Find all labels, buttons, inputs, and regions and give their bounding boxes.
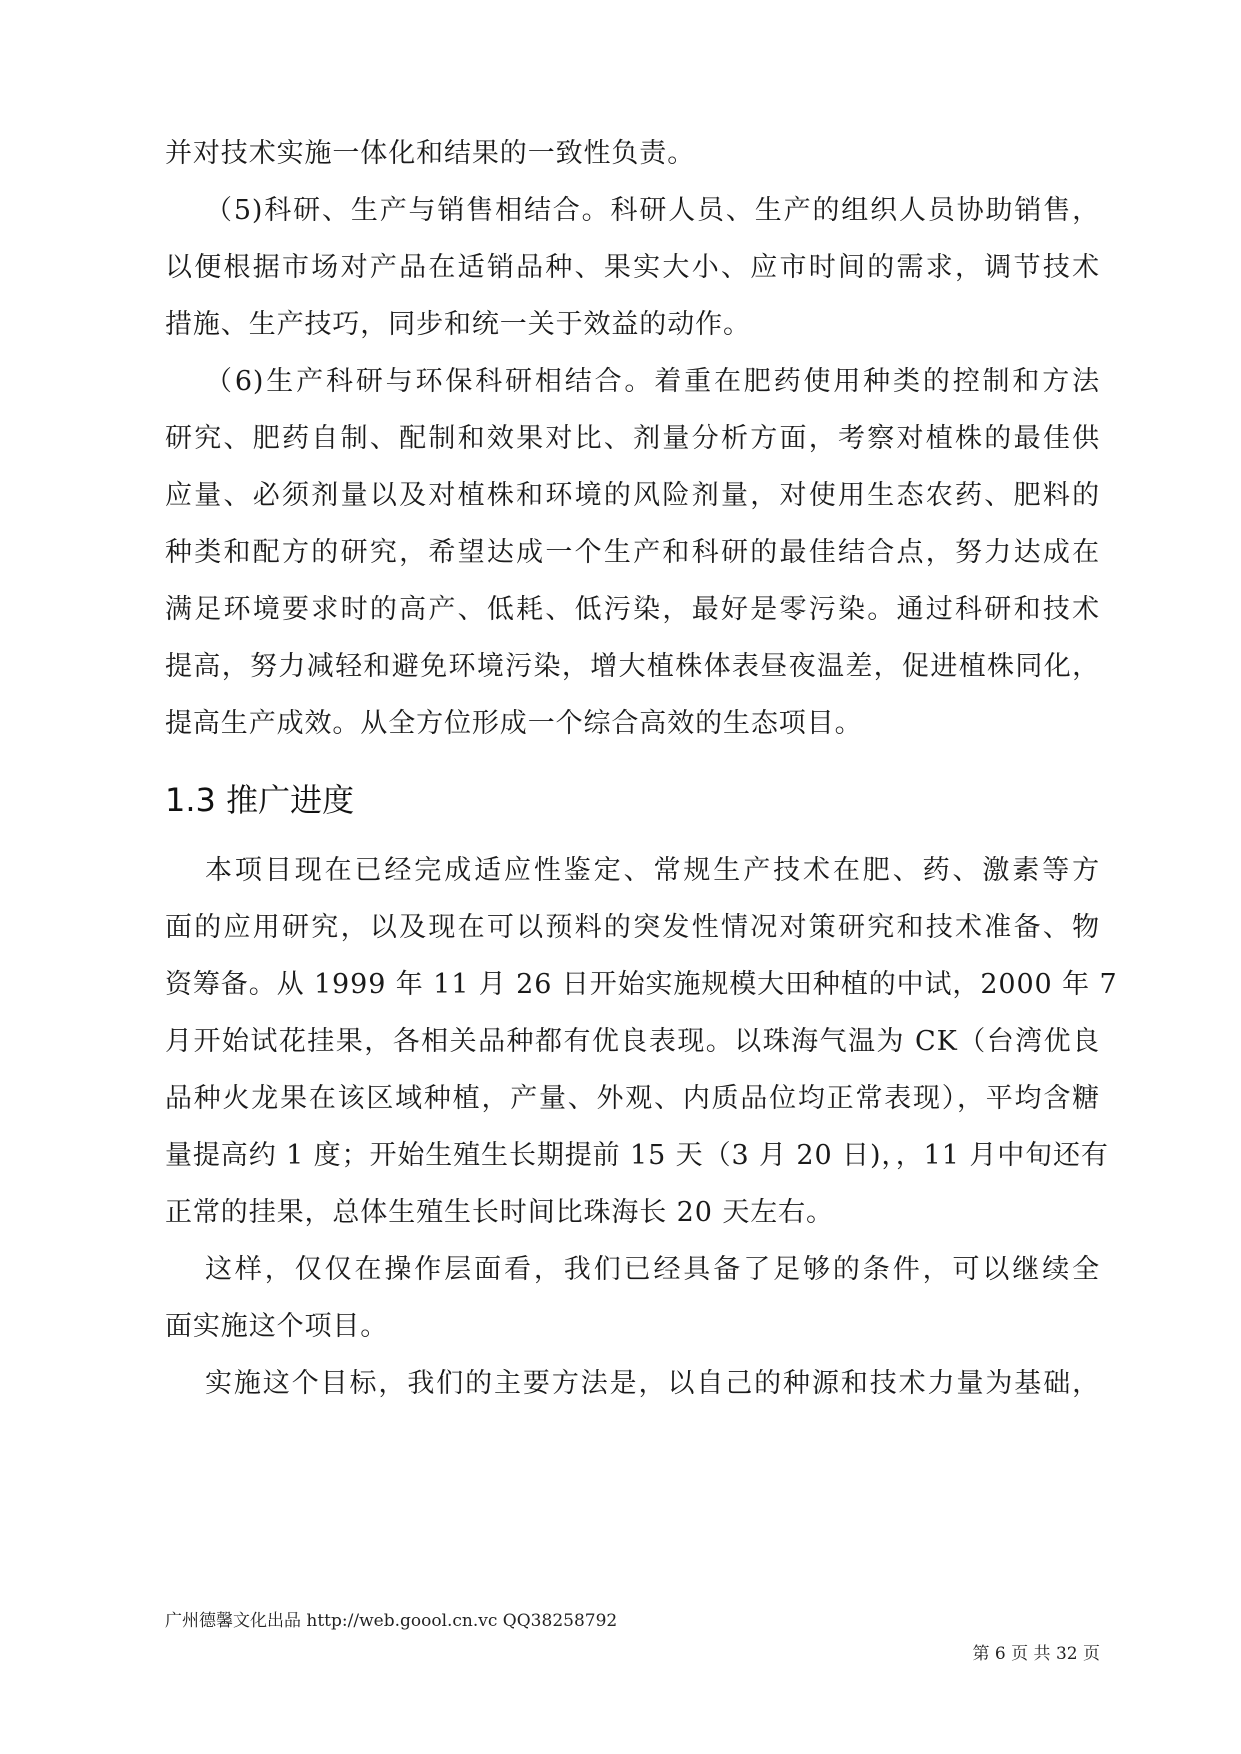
- paragraph-line: （5)科研、生产与销售相结合。科研人员、生产的组织人员协助销售，: [205, 195, 1100, 226]
- paragraph-line: 并对技术实施一体化和结果的一致性负责。: [165, 138, 696, 169]
- paragraph-line: 研究、肥药自制、配制和效果对比、剂量分析方面，考察对植株的最佳供: [165, 423, 1100, 454]
- paragraph-line: （6)生产科研与环保科研相结合。着重在肥药使用种类的控制和方法: [205, 366, 1100, 397]
- paragraph-line: 种类和配方的研究，希望达成一个生产和科研的最佳结合点，努力达成在: [165, 537, 1100, 568]
- paragraph-line: 月开始试花挂果，各相关品种都有优良表现。以珠海气温为 CK（台湾优良: [165, 1026, 1100, 1057]
- paragraph-line: 应量、必须剂量以及对植株和环境的风险剂量，对使用生态农药、肥料的: [165, 480, 1100, 511]
- paragraph-line: 这样，仅仅在操作层面看，我们已经具备了足够的条件，可以继续全: [205, 1254, 1100, 1285]
- paragraph-line: 以便根据市场对产品在适销品种、果实大小、应市时间的需求，调节技术: [165, 252, 1100, 283]
- paragraph-line: 满足环境要求时的高产、低耗、低污染，最好是零污染。通过科研和技术: [165, 594, 1100, 625]
- footer-page-number: 第 6 页 共 32 页: [972, 1644, 1100, 1664]
- paragraph-line: 措施、生产技巧，同步和统一关于效益的动作。: [165, 309, 751, 340]
- paragraph-line: 正常的挂果，总体生殖生长时间比珠海长 20 天左右。: [165, 1197, 834, 1228]
- paragraph-line: 量提高约 1 度；开始生殖生长期提前 15 天（3 月 20 日)，，11 月中旬还有: [165, 1140, 1109, 1171]
- paragraph-line: 资筹备。从 1999 年 11 月 26 日开始实施规模大田种植的中试，2000 年 7: [165, 969, 1118, 1000]
- footer-publisher: 广州德馨文化出品 http://web.goool.cn.vc QQ38258792: [165, 1611, 618, 1631]
- section-heading: 1.3 推广进度: [165, 781, 355, 819]
- paragraph-line: 提高生产成效。从全方位形成一个综合高效的生态项目。: [165, 708, 863, 739]
- paragraph-line: 面实施这个项目。: [165, 1311, 389, 1342]
- paragraph-line: 品种火龙果在该区域种植，产量、外观、内质品位均正常表现），平均含糖: [165, 1083, 1100, 1114]
- paragraph-line: 本项目现在已经完成适应性鉴定、常规生产技术在肥、药、激素等方: [205, 855, 1100, 886]
- paragraph-line: 提高，努力减轻和避免环境污染，增大植株体表昼夜温差，促进植株同化，: [165, 651, 1100, 682]
- paragraph-line: 实施这个目标，我们的主要方法是，以自己的种源和技术力量为基础，: [205, 1368, 1100, 1399]
- paragraph-line: 面的应用研究，以及现在可以预料的突发性情况对策研究和技术准备、物: [165, 912, 1100, 943]
